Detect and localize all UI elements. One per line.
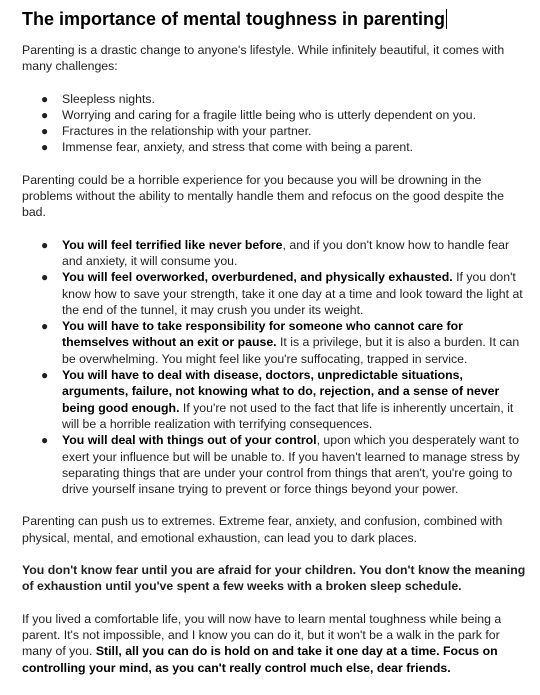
list-item-text: If you're not used to the fact that life is inherently uncertain, it will be a horrible realization with terrifying consequences.: [62, 400, 514, 431]
closing-paragraph: [22, 611, 526, 676]
list-item: ● Fractures in the relationship with your partner.: [41, 124, 312, 139]
list-item-text: If you don't know how to save your strength, take it one day at a time and look toward the light at the end of the tunnel, it may crush you under its weight.: [62, 270, 523, 317]
list-item: [22, 318, 526, 367]
fear-paragraph: You don't know fear until you are afraid for your children. You don't know the meaning of exhaustion until you've spent a few weeks with a broken sleep schedule.: [22, 563, 526, 594]
list-item-bold: You will have to take responsibility for someone who cannot care for themselves without an exit or pause.: [62, 319, 463, 350]
document-title[interactable]: The importance of mental toughness in parenting: [22, 9, 446, 29]
list-item: [22, 237, 526, 270]
bullet-icon: ●: [41, 433, 49, 448]
list-item-bold: You will deal with things out of your control: [62, 433, 317, 448]
closing-bold-text: Still, all you can do is hold on and take it one day at a time. Focus on controlling your mind, as you can't really control much else, dear friends.: [22, 644, 498, 675]
list-item: [22, 367, 526, 432]
bullet-icon: ●: [41, 124, 49, 139]
bullet-icon: ●: [41, 237, 49, 252]
list-item-text: , upon which you desperately want to exert your influence but will be unable to. If you haven't learned to manage stress by separating things that are under your control from things that aren't, you're going to drive yourself insane trying to prevent or force things beyond your power.: [62, 433, 520, 497]
intro-paragraph: Parenting is a drastic change to anyone's lifestyle. While infinitely beautiful, it comes with many challenges:: [22, 43, 505, 74]
list-item-text: It is a privilege, but it is also a burden. It can be overwhelming. You might feel like you're suffocating, trapped in service.: [62, 335, 520, 366]
bullet-icon: ●: [41, 140, 49, 155]
bullet-icon: ●: [41, 91, 49, 106]
list-item-bold: You will feel overworked, overburdened, and physically exhausted.: [62, 270, 453, 285]
list-item: [22, 269, 526, 318]
bullet-icon: ●: [41, 270, 49, 285]
closing-text: If you lived a comfortable life, you will now have to learn mental toughness while being a parent. It's not impossible, and I know you can do it, but it won't be a walk in the park for many of you.: [22, 611, 502, 659]
bullet-icon: ●: [41, 368, 49, 383]
consequences-list: [22, 237, 526, 498]
list-item: ● Immense fear, anxiety, and stress that come with being a parent.: [41, 140, 414, 155]
challenges-list: [22, 91, 526, 156]
extremes-paragraph: Parenting can push us to extremes. Extreme fear, anxiety, and confusion, combined with physical, mental, and emotional exhaustion, can lead you to dark places.: [22, 514, 503, 545]
list-item: ● Worrying and caring for a fragile little being who is utterly dependent on you.: [41, 107, 477, 122]
bullet-icon: ●: [41, 319, 49, 334]
list-item: [22, 432, 526, 497]
list-item: ● Sleepless nights.: [41, 91, 155, 106]
problems-paragraph: Parenting could be a horrible experience for you because you will be drowning in the problems without the ability to mentally handle them and refocus on the good despite the bad.: [22, 172, 504, 220]
bullet-icon: ●: [41, 107, 49, 122]
list-item-text: , and if you don't know how to handle fear and anxiety, it will consume you.: [62, 237, 510, 268]
list-item-bold: You will have to deal with disease, doctors, unpredictable situations, arguments, failure, not knowing what to do, rejection, and a sense of never being good enough.: [62, 368, 500, 415]
list-item-bold: You will feel terrified like never before: [62, 237, 283, 252]
text-cursor: [446, 9, 447, 29]
